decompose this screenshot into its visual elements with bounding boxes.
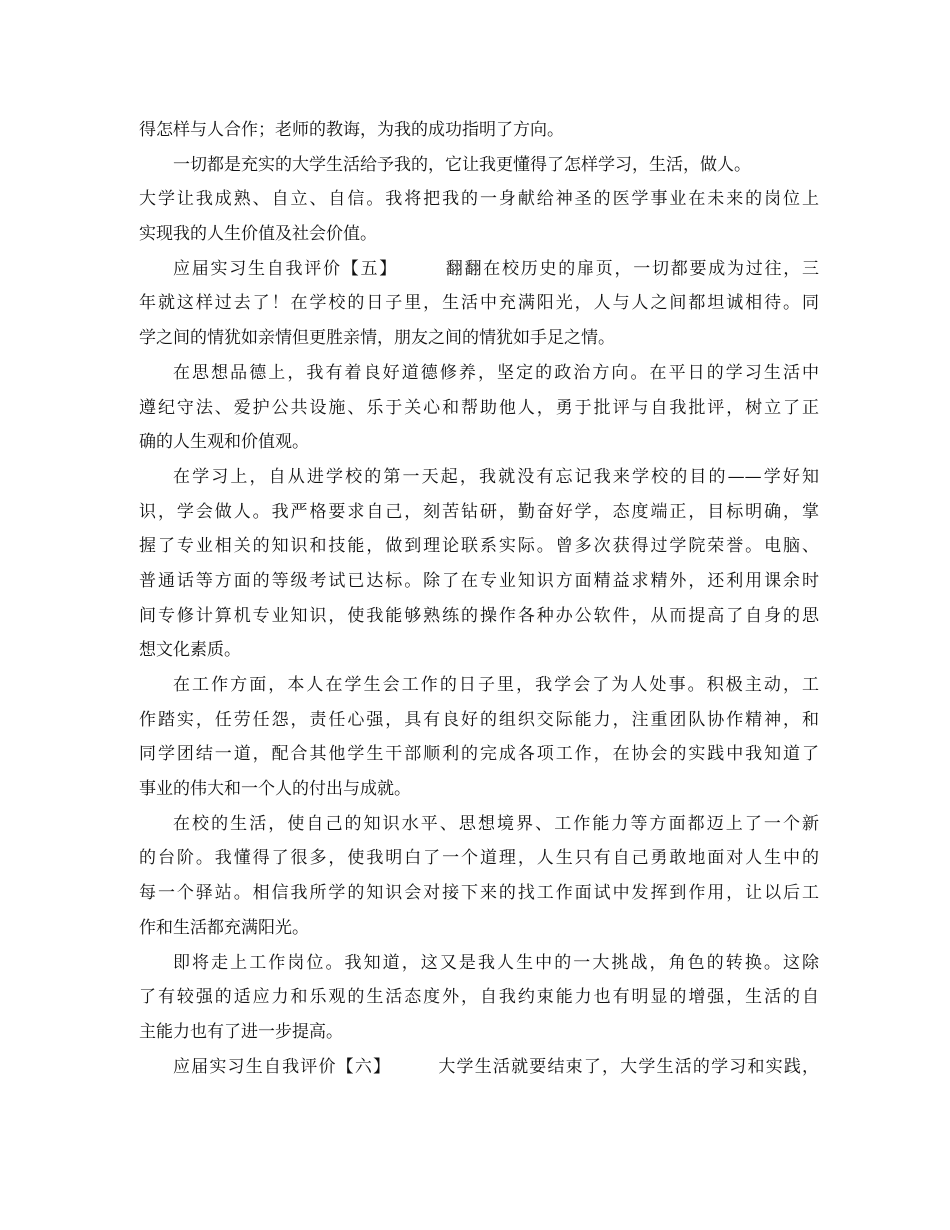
section-heading: 应届实习生自我评价【六】 [173,1056,392,1077]
text-line: 年就这样过去了！在学校的日子里，生活中充满阳光，人与人之间都坦诚相待。同 [139,293,819,314]
text-line: 一切都是充实的大学生活给予我的，它让我更懂得了怎样学习，生活，做人。 [173,154,751,175]
text-line: 每一个驿站。相信我所学的知识会对接下来的找工作面试中发挥到作用，让以后工 [139,883,819,904]
text-line: 实现我的人生价值及社会价值。 [139,224,377,245]
section-heading-line [139,252,819,287]
text-line: 学之间的情犹如亲情但更胜亲情，朋友之间的情犹如手足之情。 [139,328,615,349]
text-line: 同学团结一道，配合其他学生干部顺利的完成各项工作，在协会的实践中我知道了 [139,744,819,765]
text-line: 主能力也有了进一步提高。 [139,1021,343,1042]
text-line: 作和生活都充满阳光。 [139,917,309,938]
text-line: 普通话等方面的等级考试已达标。除了在专业知识方面精益求精外，还利用课余时 [139,570,819,591]
text-line: 在校的生活，使自己的知识水平、思想境界、工作能力等方面都迈上了一个新 [173,813,819,834]
text-line: 即将走上工作岗位。我知道，这又是我人生中的一大挑战，角色的转换。这除 [173,952,819,973]
section-heading: 应届实习生自我评价【五】 [173,258,398,279]
text-line: 的台阶。我懂得了很多，使我明白了一个道理，人生只有自己勇敢地面对人生中的 [139,848,819,869]
text-span: 翻翻在校历史的扉页，一切都要成为过往，三 [444,258,819,279]
text-line: 了有较强的适应力和乐观的生活态度外，自我约束能力也有明显的增强，生活的自 [139,987,819,1008]
text-span: 大学生活就要结束了，大学生活的学习和实践， [437,1056,820,1077]
text-line: 握了专业相关的知识和技能，做到理论联系实际。曾多次获得过学院荣誉。电脑、 [139,536,819,557]
text-line: 在工作方面，本人在学生会工作的日子里，我学会了为人处事。积极主动，工 [173,675,819,695]
section-heading-line [139,1050,819,1085]
text-line: 确的人生观和价值观。 [139,432,309,453]
document-body [139,113,819,1084]
text-line: 在学习上，自从进学校的第一天起，我就没有忘记我来学校的目的——学好知 [173,466,819,487]
text-line: 想文化素质。 [139,640,241,661]
text-line: 间专修计算机专业知识，使我能够熟练的操作各种办公软件，从而提高了自身的思 [139,605,819,626]
text-line: 遵纪守法、爱护公共设施、乐于关心和帮助他人，勇于批评与自我批评，树立了正 [139,397,819,418]
text-line: 得怎样与人合作；老师的教诲，为我的成功指明了方向。 [139,120,564,140]
text-line: 在思想品德上，我有着良好道德修养，坚定的政治方向。在平日的学习生活中 [173,362,819,383]
text-line: 大学让我成熟、自立、自信。我将把我的一身献给神圣的医学事业在未来的岗位上 [139,189,819,210]
text-line: 识，学会做人。我严格要求自己，刻苦钻研，勤奋好学，态度端正，目标明确，掌 [139,501,819,522]
text-line: 事业的伟大和一个人的付出与成就。 [139,779,411,800]
text-line: 作踏实，任劳任怨，责任心强，具有良好的组织交际能力，注重团队协作精神，和 [139,709,819,730]
